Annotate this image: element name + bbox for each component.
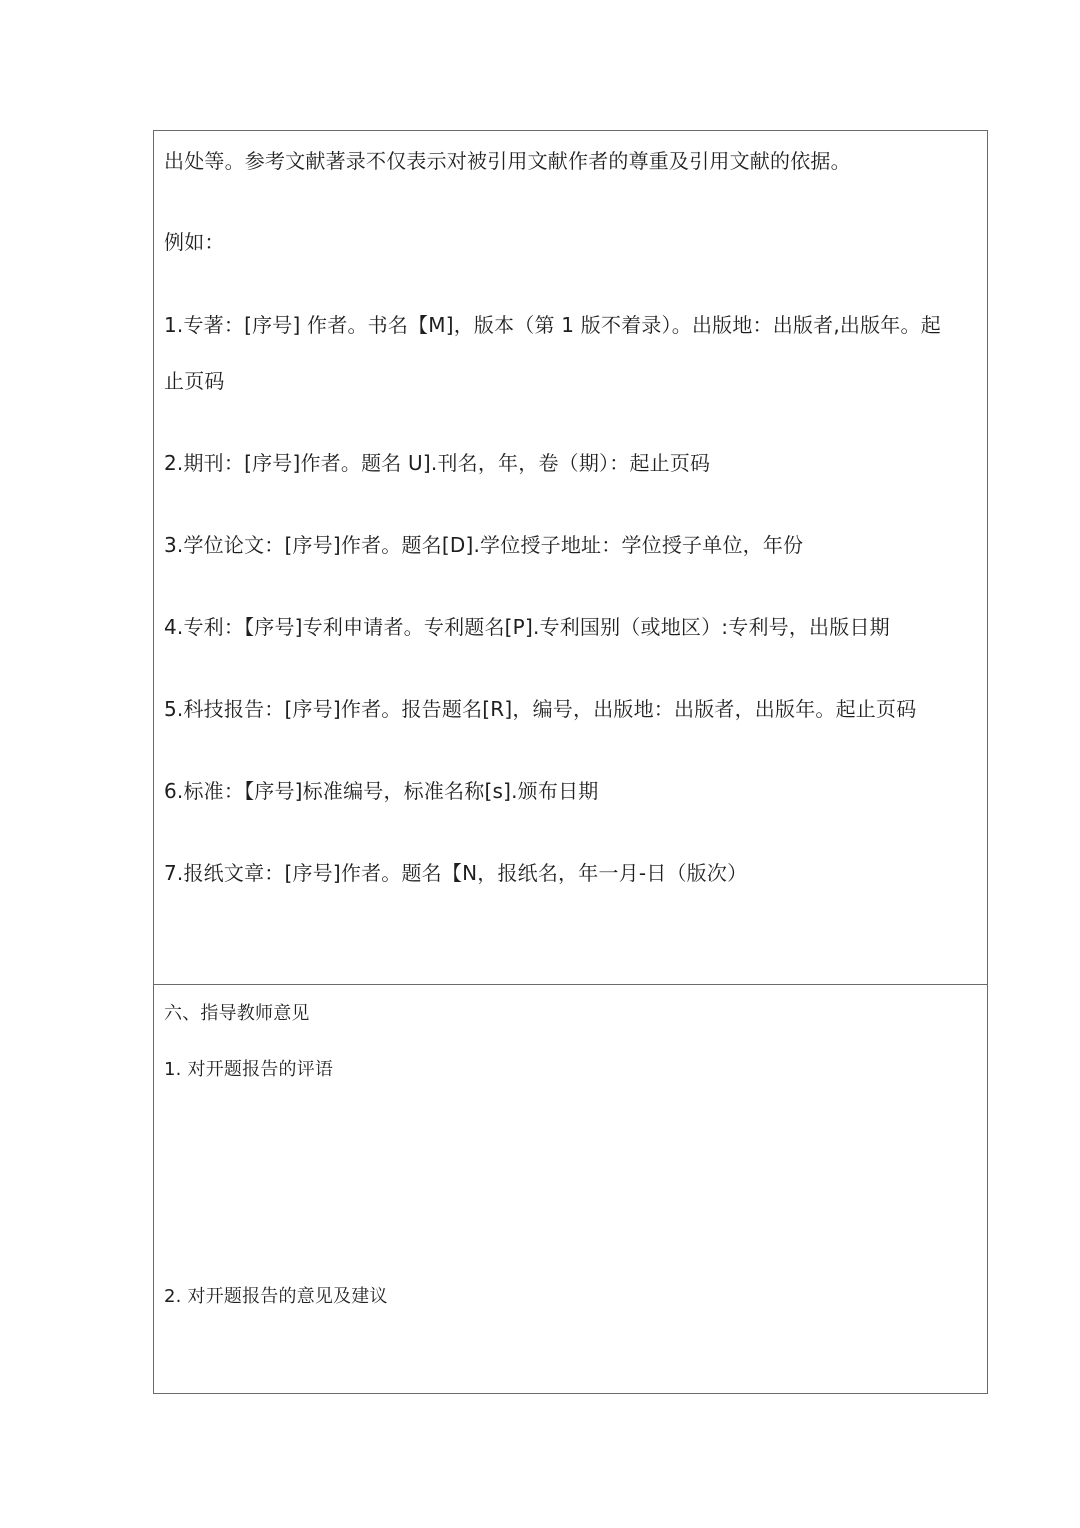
- reference-item-journal: 2.期刊：[序号]作者。题名 U].刊名，年，卷（期）：起止页码: [164, 451, 711, 475]
- advisor-opinion-cell: [154, 985, 987, 1395]
- references-cell: [154, 131, 987, 985]
- suggestion-label: 2. 对开题报告的意见及建议: [164, 1286, 388, 1307]
- reference-item-patent: 4.专利：【序号]专利申请者。专利题名[P].专利国别（或地区）:专利号，出版日期: [164, 615, 890, 639]
- comment-label: 1. 对开题报告的评语: [164, 1059, 334, 1080]
- reference-item-monograph: 1.专著：[序号] 作者。书名【M]，版本（第 1 版不着录）。出版地：出版者,出版年。起: [164, 313, 941, 337]
- proposal-form-table: [153, 130, 988, 1394]
- example-label: 例如：: [164, 230, 225, 254]
- reference-item-newspaper: 7.报纸文章：[序号]作者。题名【N，报纸名，年一月-日（版次）: [164, 861, 748, 885]
- advisor-section-title: 六、指导教师意见: [164, 1003, 310, 1024]
- references-intro: 出处等。参考文献著录不仅表示对被引用文献作者的尊重及引用文献的依据。: [164, 149, 851, 173]
- reference-item-tech-report: 5.科技报告：[序号]作者。报告题名[R]，编号，出版地：出版者，出版年。起止页码: [164, 697, 917, 721]
- reference-item-thesis: 3.学位论文：[序号]作者。题名[D].学位授子地址：学位授子单位，年份: [164, 533, 804, 557]
- reference-item-standard: 6.标准：【序号]标准编号，标准名称[s].颁布日期: [164, 779, 599, 803]
- reference-item-monograph-cont: 止页码: [164, 369, 225, 393]
